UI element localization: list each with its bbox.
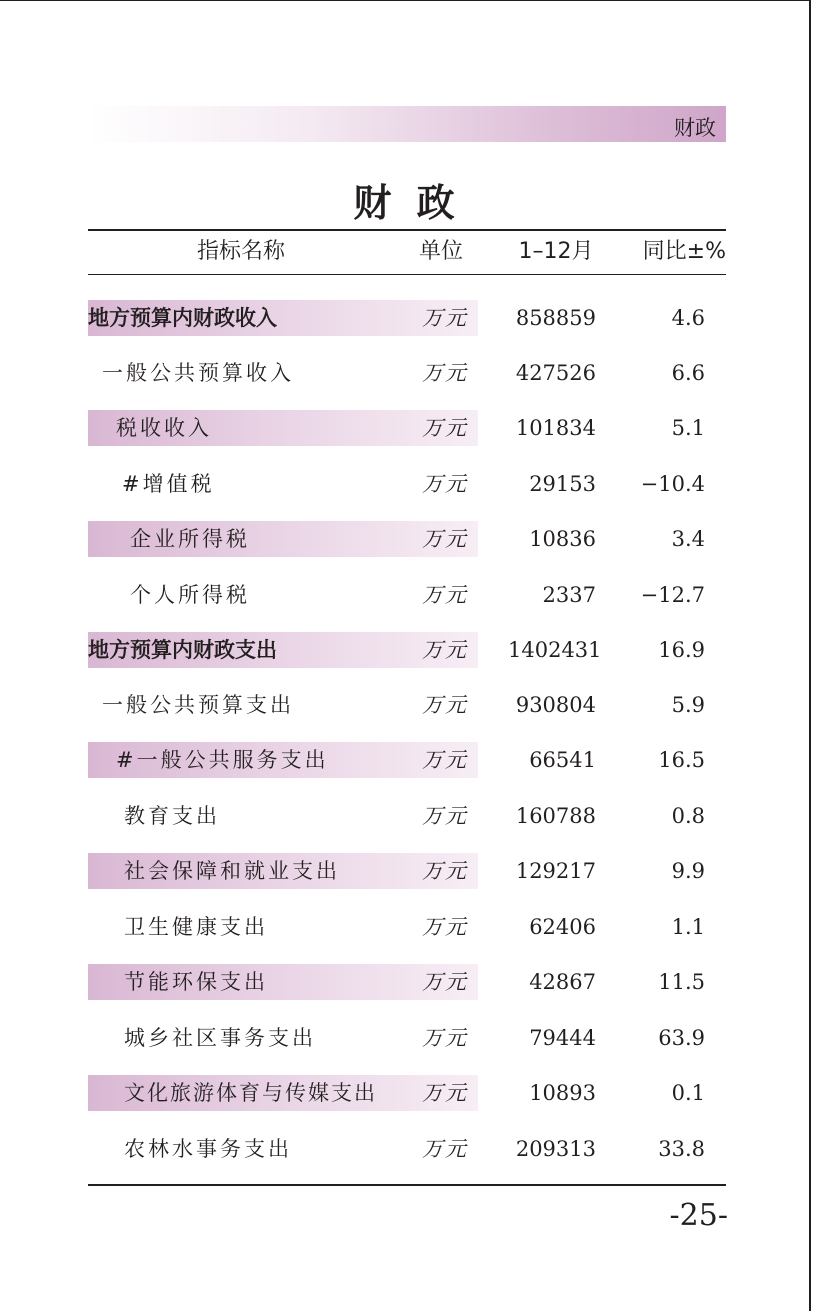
row-yoy: 11.5 bbox=[658, 970, 705, 994]
table-row bbox=[88, 632, 726, 668]
row-name: 地方预算内财政收入 bbox=[88, 306, 277, 330]
row-yoy: 4.6 bbox=[671, 306, 705, 330]
table-row bbox=[88, 521, 726, 557]
row-yoy: 0.1 bbox=[671, 1081, 705, 1105]
row-yoy: 33.8 bbox=[658, 1137, 705, 1161]
row-value: 10836 bbox=[529, 527, 596, 551]
row-name: 社会保障和就业支出 bbox=[124, 859, 340, 883]
page-title: 财 政 bbox=[353, 180, 461, 225]
row-value: 79444 bbox=[529, 1026, 596, 1050]
header-indicator-name: 指标名称 bbox=[196, 239, 285, 264]
row-name: 城乡社区事务支出 bbox=[124, 1026, 316, 1050]
row-yoy: −10.4 bbox=[640, 472, 705, 496]
table-row bbox=[88, 742, 726, 778]
row-unit: 万元 bbox=[422, 527, 468, 551]
row-unit: 万元 bbox=[422, 583, 468, 607]
row-unit: 万元 bbox=[422, 472, 468, 496]
row-name: 节能环保支出 bbox=[124, 970, 268, 994]
row-unit: 万元 bbox=[422, 1026, 468, 1050]
table-row bbox=[88, 964, 726, 1000]
row-value: 129217 bbox=[515, 859, 596, 883]
table-header-rule bbox=[88, 274, 726, 275]
row-value: 29153 bbox=[529, 472, 596, 496]
row-yoy: −12.7 bbox=[640, 583, 705, 607]
row-value: 1402431 bbox=[508, 638, 602, 662]
row-unit: 万元 bbox=[422, 748, 468, 772]
row-value: 858859 bbox=[515, 306, 596, 330]
row-unit: 万元 bbox=[422, 306, 468, 330]
row-yoy: 3.4 bbox=[671, 527, 705, 551]
row-name: 地方预算内财政支出 bbox=[88, 638, 277, 662]
header-unit: 单位 bbox=[418, 239, 463, 264]
row-unit: 万元 bbox=[422, 1137, 468, 1161]
row-value: 930804 bbox=[515, 693, 596, 717]
table-row bbox=[88, 410, 726, 446]
row-yoy: 6.6 bbox=[671, 361, 705, 385]
row-unit: 万元 bbox=[422, 416, 468, 440]
row-unit: 万元 bbox=[422, 361, 468, 385]
page-number: -25- bbox=[669, 1198, 728, 1233]
row-name: 卫生健康支出 bbox=[124, 915, 268, 939]
row-unit: 万元 bbox=[422, 1081, 468, 1105]
row-name: 文化旅游体育与传媒支出 bbox=[124, 1081, 377, 1105]
table-row bbox=[88, 355, 726, 391]
row-value: 2337 bbox=[542, 583, 596, 607]
row-name: 一般公共预算支出 bbox=[102, 693, 294, 717]
row-name: 农林水事务支出 bbox=[124, 1137, 292, 1161]
table-row bbox=[88, 577, 726, 613]
row-yoy: 5.1 bbox=[671, 416, 705, 440]
row-name: 一般公共预算收入 bbox=[102, 361, 294, 385]
row-yoy: 1.1 bbox=[671, 915, 705, 939]
row-name: 个人所得税 bbox=[130, 583, 250, 607]
row-yoy: 63.9 bbox=[658, 1026, 705, 1050]
row-unit: 万元 bbox=[422, 693, 468, 717]
row-unit: 万元 bbox=[422, 638, 468, 662]
row-unit: 万元 bbox=[422, 970, 468, 994]
row-name: #一般公共服务支出 bbox=[116, 748, 329, 772]
table-row bbox=[88, 853, 726, 889]
row-yoy: 5.9 bbox=[671, 693, 705, 717]
row-name: 企业所得税 bbox=[130, 527, 250, 551]
row-yoy: 0.8 bbox=[671, 804, 705, 828]
row-yoy: 16.5 bbox=[658, 748, 705, 772]
table-row bbox=[88, 798, 726, 834]
table-bottom-rule bbox=[88, 1184, 726, 1186]
table-row bbox=[88, 687, 726, 723]
table-row bbox=[88, 466, 726, 502]
row-value: 160788 bbox=[515, 804, 596, 828]
row-name: 教育支出 bbox=[124, 804, 220, 828]
row-value: 427526 bbox=[515, 361, 596, 385]
row-name: #增值税 bbox=[122, 472, 215, 496]
table-row bbox=[88, 1131, 726, 1167]
table-top-rule bbox=[88, 229, 726, 231]
row-unit: 万元 bbox=[422, 804, 468, 828]
table-row bbox=[88, 909, 726, 945]
row-value: 10893 bbox=[529, 1081, 596, 1105]
header-period: 1–12月 bbox=[518, 239, 594, 264]
row-value: 62406 bbox=[529, 915, 596, 939]
row-yoy: 16.9 bbox=[658, 638, 705, 662]
table-row bbox=[88, 1075, 726, 1111]
section-tag: 财政 bbox=[674, 116, 716, 140]
row-value: 66541 bbox=[529, 748, 596, 772]
row-value: 42867 bbox=[529, 970, 596, 994]
header-yoy: 同比±% bbox=[642, 239, 726, 264]
row-unit: 万元 bbox=[422, 859, 468, 883]
row-yoy: 9.9 bbox=[671, 859, 705, 883]
row-value: 209313 bbox=[515, 1137, 596, 1161]
section-header-band bbox=[88, 106, 726, 142]
row-unit: 万元 bbox=[422, 915, 468, 939]
table-row bbox=[88, 1020, 726, 1056]
table-row bbox=[88, 300, 726, 336]
row-value: 101834 bbox=[515, 416, 596, 440]
row-name: 税收收入 bbox=[116, 416, 212, 440]
